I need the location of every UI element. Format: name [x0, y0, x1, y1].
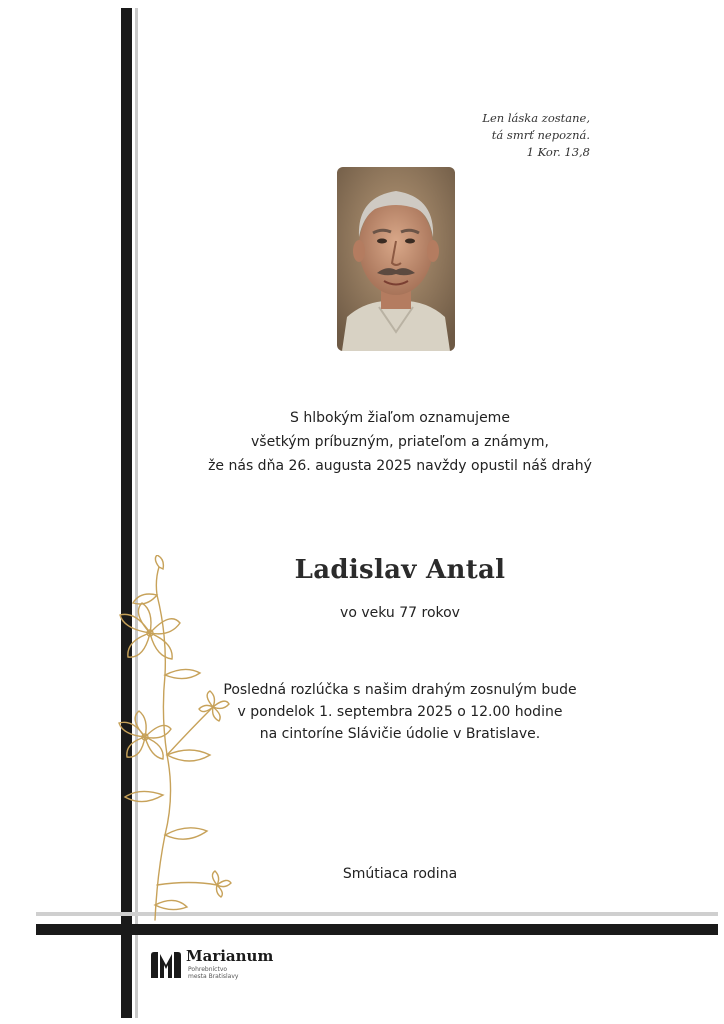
family-signature: Smútiaca rodina	[342, 866, 458, 882]
deceased-name: Ladislav Antal	[294, 555, 506, 585]
quote-reference: 1 Kor. 13,8	[526, 145, 590, 159]
quote-line-1: Len láska zostane,	[482, 111, 590, 125]
funeral-line-1: Posledná rozlúčka s našim drahým zosnulým bude	[223, 682, 577, 698]
marianum-logo-icon	[150, 951, 182, 979]
frame-horizontal-line	[36, 924, 718, 935]
bible-quote	[470, 110, 590, 161]
deceased-age: vo veku 77 rokov	[340, 605, 460, 621]
logo-name: Marianum	[186, 947, 274, 965]
floral-branch-icon	[95, 555, 245, 925]
funeral-details	[200, 679, 600, 745]
portrait-photo	[337, 167, 455, 351]
logo-subtitle-line-1: Pohrebníctvo	[188, 966, 228, 973]
quote-line-2: tá smrť nepozná.	[491, 128, 590, 142]
logo-subtitle-line-2: mesta Bratislavy	[188, 973, 239, 980]
announcement-line-3: že nás dňa 26. augusta 2025 navždy opustil náš drahý	[208, 458, 592, 474]
funeral-line-3: na cintoríne Slávičie údolie v Bratislave.	[259, 726, 541, 742]
announcement-text	[170, 406, 630, 478]
logo-subtitle	[188, 966, 238, 980]
portrait-illustration	[337, 167, 455, 351]
announcement-line-2: všetkým príbuzným, priateľom a známym,	[251, 434, 549, 450]
funeral-line-2: v pondelok 1. septembra 2025 o 12.00 hodine	[237, 704, 563, 720]
announcement-line-1: S hlbokým žiaľom oznamujeme	[290, 410, 510, 426]
